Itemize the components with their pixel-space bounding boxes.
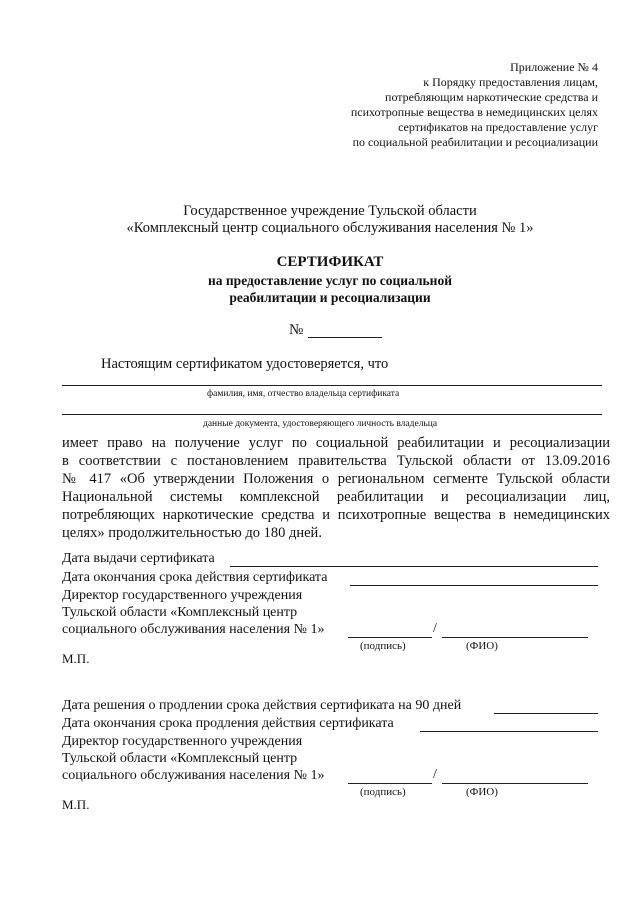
issue-date-field[interactable] bbox=[230, 566, 598, 567]
appendix-note bbox=[330, 60, 598, 150]
stamp-placeholder: М.П. bbox=[62, 797, 90, 812]
extension-expiry-label: Дата окончания срока продления действия сертификата bbox=[62, 716, 394, 731]
appendix-line: потребляющим наркотические средства и bbox=[385, 90, 598, 104]
extension-decision-label: Дата решения о продлении срока действия сертификата на 90 дней bbox=[62, 698, 462, 713]
expiry-date-field[interactable] bbox=[350, 585, 598, 586]
appendix-line: психотропные вещества в немедицинских целях bbox=[350, 105, 598, 119]
number-field[interactable] bbox=[308, 337, 382, 338]
body-line: потребляющих наркотические средства и психотропные вещества в немедицинских bbox=[62, 507, 610, 523]
fio-field[interactable] bbox=[442, 637, 588, 638]
certificate-body bbox=[62, 434, 610, 542]
body-line: в соответствии с постановлением правительства Тульской области от 13.09.2016 bbox=[62, 453, 610, 469]
body-line: имеет право на получение услуг по социальной реабилитации и ресоциализации bbox=[62, 435, 610, 451]
certificate-title: СЕРТИФИКАТ bbox=[276, 254, 384, 270]
certificate-subtitle: реабилитации и ресоциализации bbox=[229, 290, 431, 305]
body-line: Национальной системы комплексной реабилитации и ресоциализации лиц, bbox=[62, 489, 610, 505]
director-label: Директор государственного учреждения bbox=[62, 588, 303, 603]
intro-text: Настоящим сертификатом удостоверяется, что bbox=[101, 356, 389, 372]
organization-full-name: «Комплексный центр социального обслуживания населения № 1» bbox=[126, 220, 534, 236]
extension-decision-field[interactable] bbox=[494, 713, 598, 714]
slash-separator: / bbox=[433, 621, 437, 636]
slash-separator: / bbox=[433, 767, 437, 782]
body-line: № 417 «Об утверждении Положения о региональном сегменте Тульской области bbox=[62, 471, 610, 487]
director-label: социального обслуживания населения № 1» bbox=[62, 622, 325, 637]
number-label: № bbox=[289, 322, 304, 338]
director-label: социального обслуживания населения № 1» bbox=[62, 768, 325, 783]
fio-field[interactable] bbox=[442, 783, 588, 784]
signature-caption: (подпись) bbox=[360, 786, 406, 798]
appendix-line: Приложение № 4 bbox=[510, 60, 598, 74]
director-label: Тульской области «Комплексный центр bbox=[62, 605, 298, 620]
holder-name-field[interactable] bbox=[62, 385, 602, 386]
fio-caption: (ФИО) bbox=[466, 786, 498, 798]
fio-caption: (ФИО) bbox=[466, 640, 498, 652]
extension-expiry-field[interactable] bbox=[420, 731, 598, 732]
organization-name: Государственное учреждение Тульской области bbox=[183, 203, 477, 219]
certificate-subtitle: на предоставление услуг по социальной bbox=[208, 273, 452, 288]
appendix-line: по социальной реабилитации и ресоциализации bbox=[352, 135, 598, 149]
holder-document-field[interactable] bbox=[62, 414, 602, 415]
signature-caption: (подпись) bbox=[360, 640, 406, 652]
signature-field[interactable] bbox=[348, 637, 432, 638]
appendix-line: к Порядку предоставления лицам, bbox=[423, 75, 598, 89]
signature-field[interactable] bbox=[348, 783, 432, 784]
holder-document-caption: данные документа, удостоверяющего личность владельца bbox=[203, 419, 438, 429]
director-label: Директор государственного учреждения bbox=[62, 734, 303, 749]
body-line: целях» продолжительностью до 180 дней. bbox=[62, 525, 322, 541]
expiry-date-label: Дата окончания срока действия сертификата bbox=[62, 570, 328, 585]
stamp-placeholder: М.П. bbox=[62, 651, 90, 666]
director-label: Тульской области «Комплексный центр bbox=[62, 751, 298, 766]
issue-date-label: Дата выдачи сертификата bbox=[62, 551, 215, 566]
holder-name-caption: фамилия, имя, отчество владельца сертификата bbox=[207, 389, 400, 399]
appendix-line: сертификатов на предоставление услуг bbox=[398, 120, 598, 134]
